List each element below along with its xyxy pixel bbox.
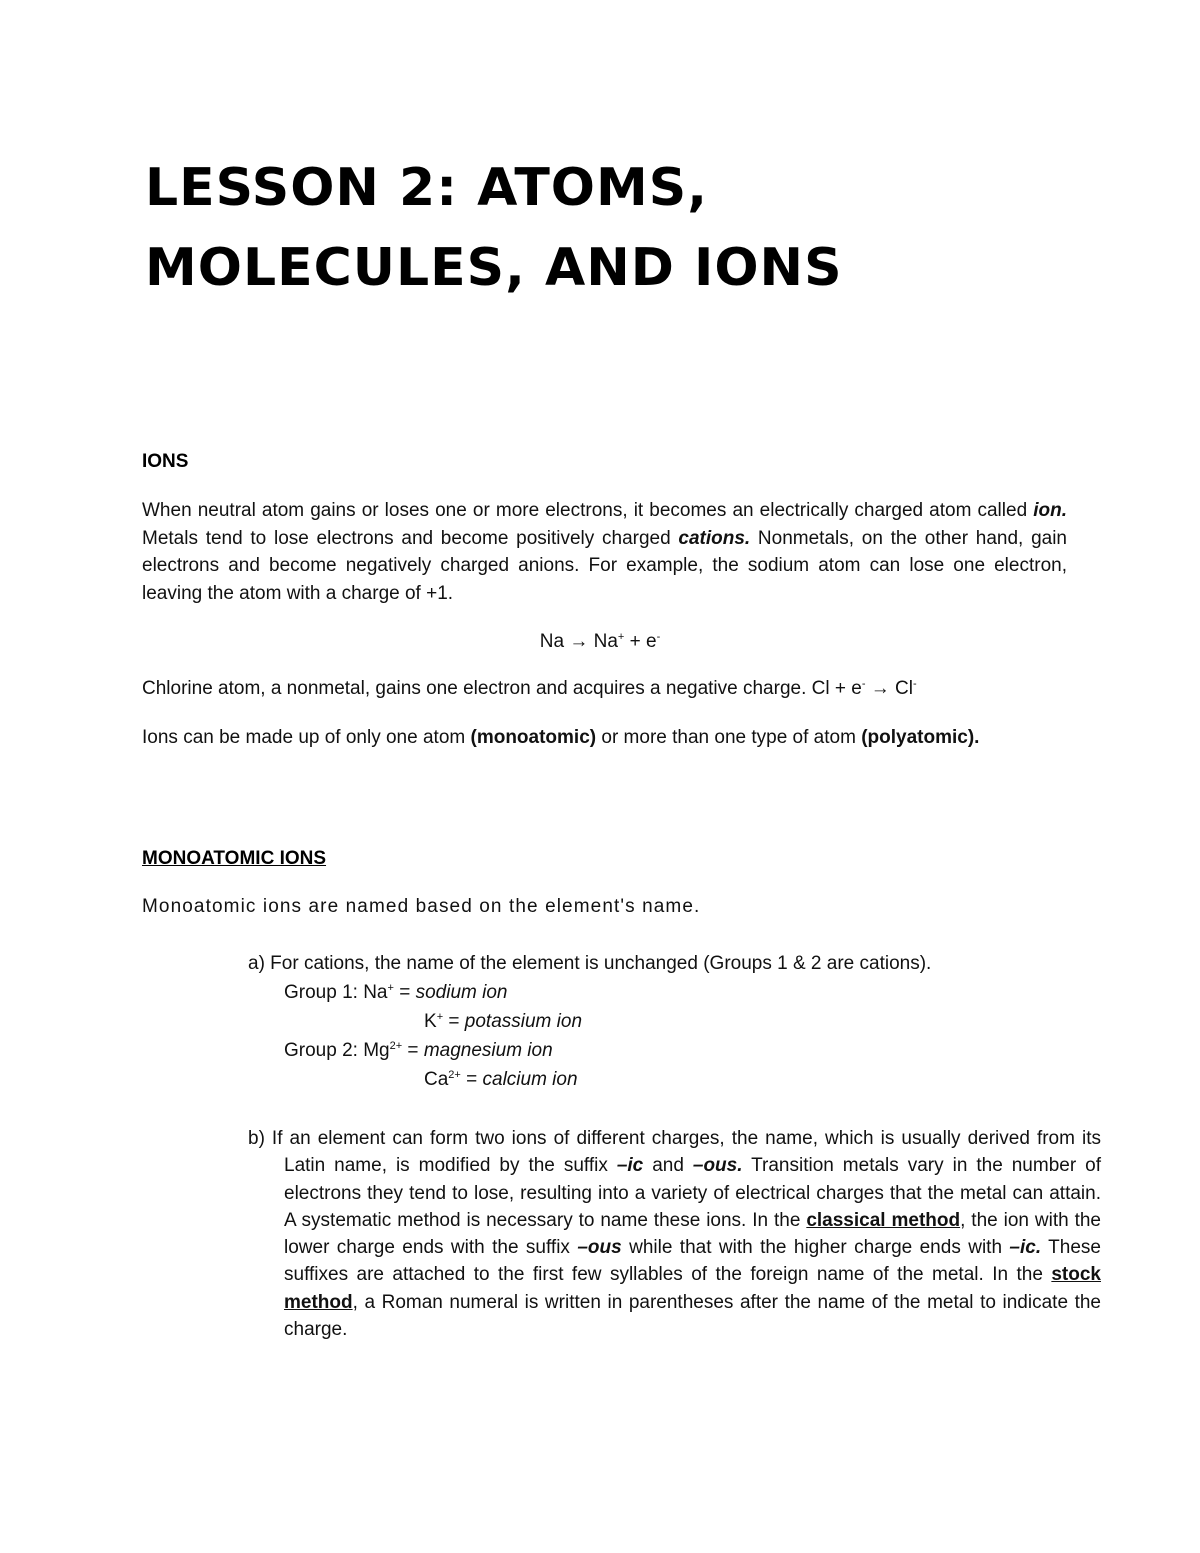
calcium-line	[424, 1069, 578, 1091]
title-line-1: LESSON 2: ATOMS,	[145, 158, 708, 218]
item-b-text-1: b) If an element can form two ions of different charges, the name, which is usually derived from its Latin name, is modified by the suffix	[248, 1128, 1101, 1177]
k-equals: =	[443, 1011, 465, 1032]
magnesium-ion-name: magnesium ion	[423, 1040, 553, 1061]
term-classical-method: classical method	[806, 1209, 961, 1231]
item-b-text-4: , the ion with the lower charge ends with the suffix	[284, 1209, 1101, 1259]
item-b-text-6: These suffixes are attached to the first few syllables of the foreign name of the metal. In the	[284, 1237, 1101, 1286]
group2-equals: =	[402, 1040, 424, 1061]
title-line-2: MOLECULES, AND IONS	[145, 238, 843, 298]
calcium-ion-name: calcium ion	[482, 1069, 578, 1090]
group1-label: Group 1: Na	[284, 982, 388, 1003]
item-a: a) For cations, the name of the element is unchanged (Groups 1 & 2 are cations).	[248, 953, 932, 974]
ions-paragraph	[142, 497, 1067, 607]
ion-types-text-2: or more than one type of atom	[596, 727, 862, 748]
group1-charge: +	[387, 982, 394, 994]
group2-charge: 2+	[389, 1040, 403, 1052]
item-b-text-3: Transition metals vary in the number of electrons they tend to lose, resulting into a variety of electrical charges that the metal can attain. A systematic method is necessary to name these ions. In the	[284, 1155, 1101, 1231]
item-b	[248, 1125, 1101, 1343]
group2-label: Group 2: Mg	[284, 1040, 390, 1061]
eq-na-charge: +	[617, 631, 625, 643]
chlorine-ion-charge: -	[912, 678, 917, 690]
suffix-ic: –ic	[616, 1155, 644, 1177]
sodium-equation	[0, 631, 1200, 653]
ions-para-text-1: When neutral atom gains or loses one or more electrons, it becomes an electrically charged atom called	[142, 500, 1034, 521]
term-stock-method: stock method	[284, 1264, 1101, 1313]
group1-equals: =	[393, 982, 416, 1003]
item-b-text-2: and	[643, 1155, 693, 1177]
suffix-ous: –ous.	[692, 1155, 743, 1177]
monoatomic-intro: Monoatomic ions are named based on the element's name.	[142, 896, 701, 917]
arrow-icon: →	[569, 631, 589, 652]
eq-na-ion: Na	[593, 631, 618, 652]
suffix-ous-2: –ous	[577, 1237, 622, 1259]
ca-equals: =	[460, 1069, 483, 1090]
ions-heading: IONS	[142, 451, 189, 472]
potassium-line	[424, 1011, 582, 1033]
term-ion: ion.	[1033, 500, 1067, 521]
sodium-ion-name: sodium ion	[415, 982, 508, 1003]
eq-electron: + e	[629, 631, 657, 652]
chlorine-text: Chlorine atom, a nonmetal, gains one electron and acquires a negative charge. Cl + e	[142, 678, 862, 699]
ions-para-text-3: Nonmetals, on the other hand, gain electrons and become negatively charged anions. For example, the sodium atom can lose one electron, leaving the atom with a charge of +1.	[142, 527, 1067, 604]
ions-para-text-2: Metals tend to lose electrons and become positively charged	[142, 527, 679, 549]
k-charge: +	[436, 1011, 444, 1023]
lesson-title	[145, 148, 1105, 308]
ion-types-paragraph	[142, 724, 1022, 752]
chlorine-line	[142, 678, 917, 700]
chlorine-electron-charge: -	[861, 678, 866, 690]
monoatomic-heading: MONOATOMIC IONS	[142, 848, 327, 869]
ion-types-text-1: Ions can be made up of only one atom	[142, 727, 471, 748]
item-b-text-7: , a Roman numeral is written in parentheses after the name of the metal to indicate the charge.	[284, 1291, 1101, 1341]
chlorine-arrow: → Cl	[865, 678, 913, 699]
potassium-ion-name: potassium ion	[464, 1011, 583, 1032]
item-b-text-5: while that with the higher charge ends with	[621, 1237, 1010, 1259]
group1-line	[284, 982, 507, 1004]
term-cations: cations.	[678, 527, 751, 549]
term-monoatomic: (monoatomic)	[470, 727, 597, 748]
term-polyatomic: (polyatomic).	[861, 727, 980, 748]
suffix-ic-2: –ic.	[1009, 1237, 1042, 1259]
group2-line	[284, 1040, 553, 1062]
ca-charge: 2+	[448, 1069, 461, 1081]
k-symbol: K	[424, 1011, 437, 1032]
ca-symbol: Ca	[424, 1069, 449, 1090]
eq-na: Na	[539, 631, 565, 652]
eq-electron-charge: -	[656, 631, 661, 643]
